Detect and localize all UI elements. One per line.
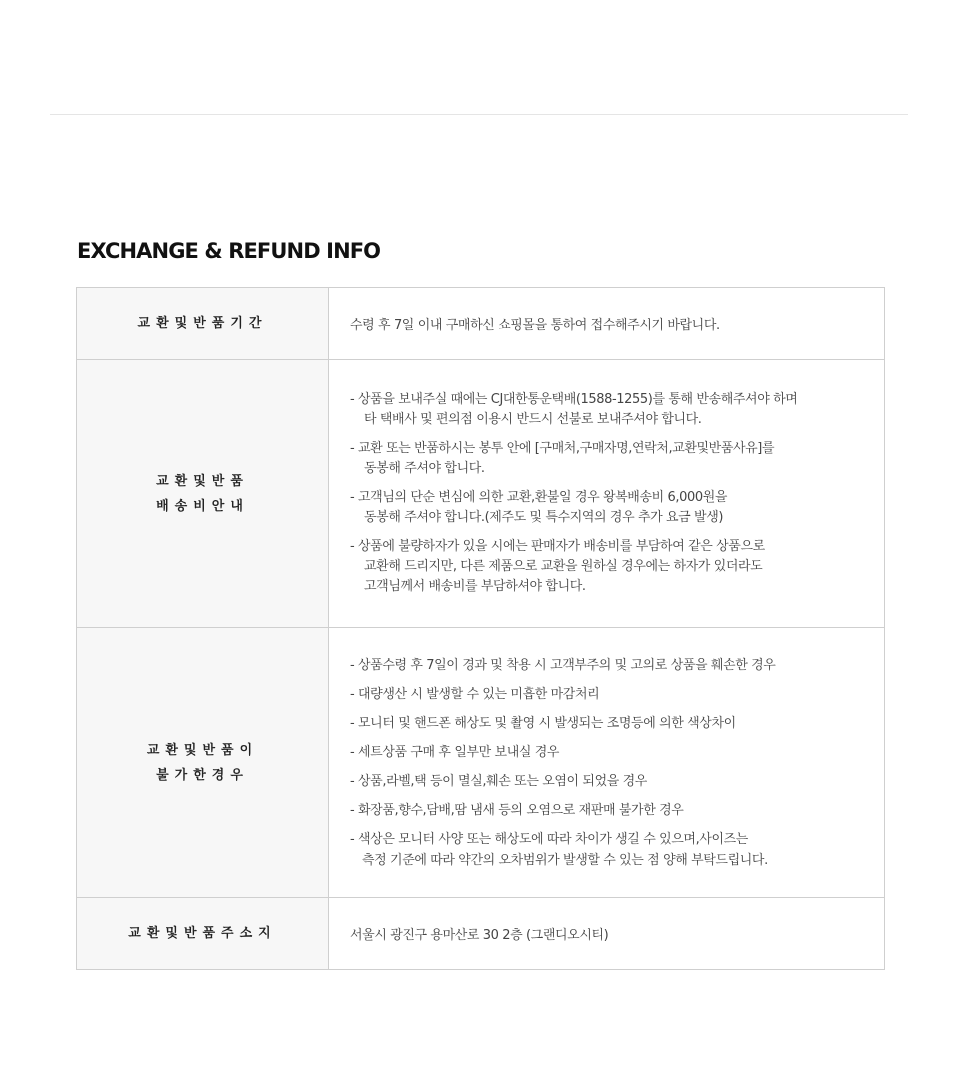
table-row-address: [77, 898, 885, 970]
unavailable-notes-list: [350, 655, 884, 871]
note-line: 교환해 드리지만, 다른 제품으로 교환을 원하실 경우에는 하자가 있더라도: [364, 559, 763, 574]
unavailable-label-line: 교환및반품이: [146, 742, 259, 758]
top-divider: [50, 114, 908, 115]
period-label: 교환및반품기간: [77, 288, 329, 360]
unavailable-label: [77, 628, 329, 898]
note-line: 측정 기준에 따라 약간의 오차범위가 발생할 수 있는 점 양해 부탁드립니다.: [362, 852, 768, 868]
note-line: 고객님께서 배송비를 부담하셔야 합니다.: [364, 579, 586, 594]
address-text: 서울시 광진구 용마산로 30 2층 (그랜디오시티): [350, 928, 609, 943]
note-line: - 화장품,향수,담배,땀 냄새 등의 오염으로 재판매 불가한 경우: [350, 802, 684, 818]
list-item: [350, 742, 884, 763]
unavailable-label-line: 불가한경우: [156, 767, 249, 783]
note-line: - 상품,라벨,택 등이 멸실,훼손 또는 오염이 되었을 경우: [350, 773, 647, 789]
list-item: [350, 537, 884, 597]
list-item: [350, 771, 884, 792]
list-item: [350, 439, 884, 479]
note-line: - 상품에 불량하자가 있을 시에는 판매자가 배송비를 부담하여 같은 상품으로: [350, 539, 765, 554]
list-item: [350, 488, 884, 528]
note-line: - 모니터 및 핸드폰 해상도 및 촬영 시 발생되는 조명등에 의한 색상차이: [350, 715, 736, 731]
list-item: [350, 800, 884, 821]
list-item: [350, 390, 884, 430]
note-line: - 고객님의 단순 변심에 의한 교환,환불일 경우 왕복배송비 6,000원을: [350, 490, 728, 505]
table-row-period: [77, 288, 885, 360]
period-text: 수령 후 7일 이내 구매하신 쇼핑몰을 통하여 접수해주시기 바랍니다.: [350, 318, 720, 333]
exchange-refund-table: [76, 287, 885, 970]
table-row-unavailable: [77, 628, 885, 898]
note-line: 동봉해 주셔야 합니다.(제주도 및 특수지역의 경우 추가 요금 발생): [364, 510, 724, 525]
note-line: 동봉해 주셔야 합니다.: [364, 461, 485, 476]
address-label: 교환및반품주소지: [77, 898, 329, 970]
note-line: - 상품을 보내주실 때에는 CJ대한통운택배(1588-1255)를 통해 반송해주셔야 하며: [350, 392, 798, 407]
table-row-shipping: [77, 360, 885, 628]
unavailable-content: [329, 628, 885, 898]
note-line: - 색상은 모니터 사양 또는 해상도에 따라 차이가 생길 수 있으며,사이즈는: [350, 831, 748, 847]
shipping-label-line: 배송비안내: [156, 498, 249, 514]
address-content: [329, 898, 885, 970]
note-line: - 상품수령 후 7일이 경과 및 착용 시 고객부주의 및 고의로 상품을 훼손한 경우: [350, 657, 776, 673]
shipping-notes-list: [350, 390, 884, 597]
section-title: EXCHANGE & REFUND INFO: [77, 239, 381, 263]
note-line: 타 택배사 및 편의점 이용시 반드시 선불로 보내주셔야 합니다.: [364, 412, 702, 427]
shipping-content: [329, 360, 885, 628]
list-item: [350, 655, 884, 676]
shipping-label: [77, 360, 329, 628]
list-item: [350, 684, 884, 705]
list-item: [350, 713, 884, 734]
note-line: - 대량생산 시 발생할 수 있는 미흡한 마감처리: [350, 686, 600, 702]
note-line: - 교환 또는 반품하시는 봉투 안에 [구매처,구매자명,연락처,교환및반품사유]를: [350, 441, 775, 456]
period-content: [329, 288, 885, 360]
shipping-label-line: 교환및반품: [156, 473, 249, 489]
note-line: - 세트상품 구매 후 일부만 보내실 경우: [350, 744, 560, 760]
list-item: [350, 829, 884, 871]
